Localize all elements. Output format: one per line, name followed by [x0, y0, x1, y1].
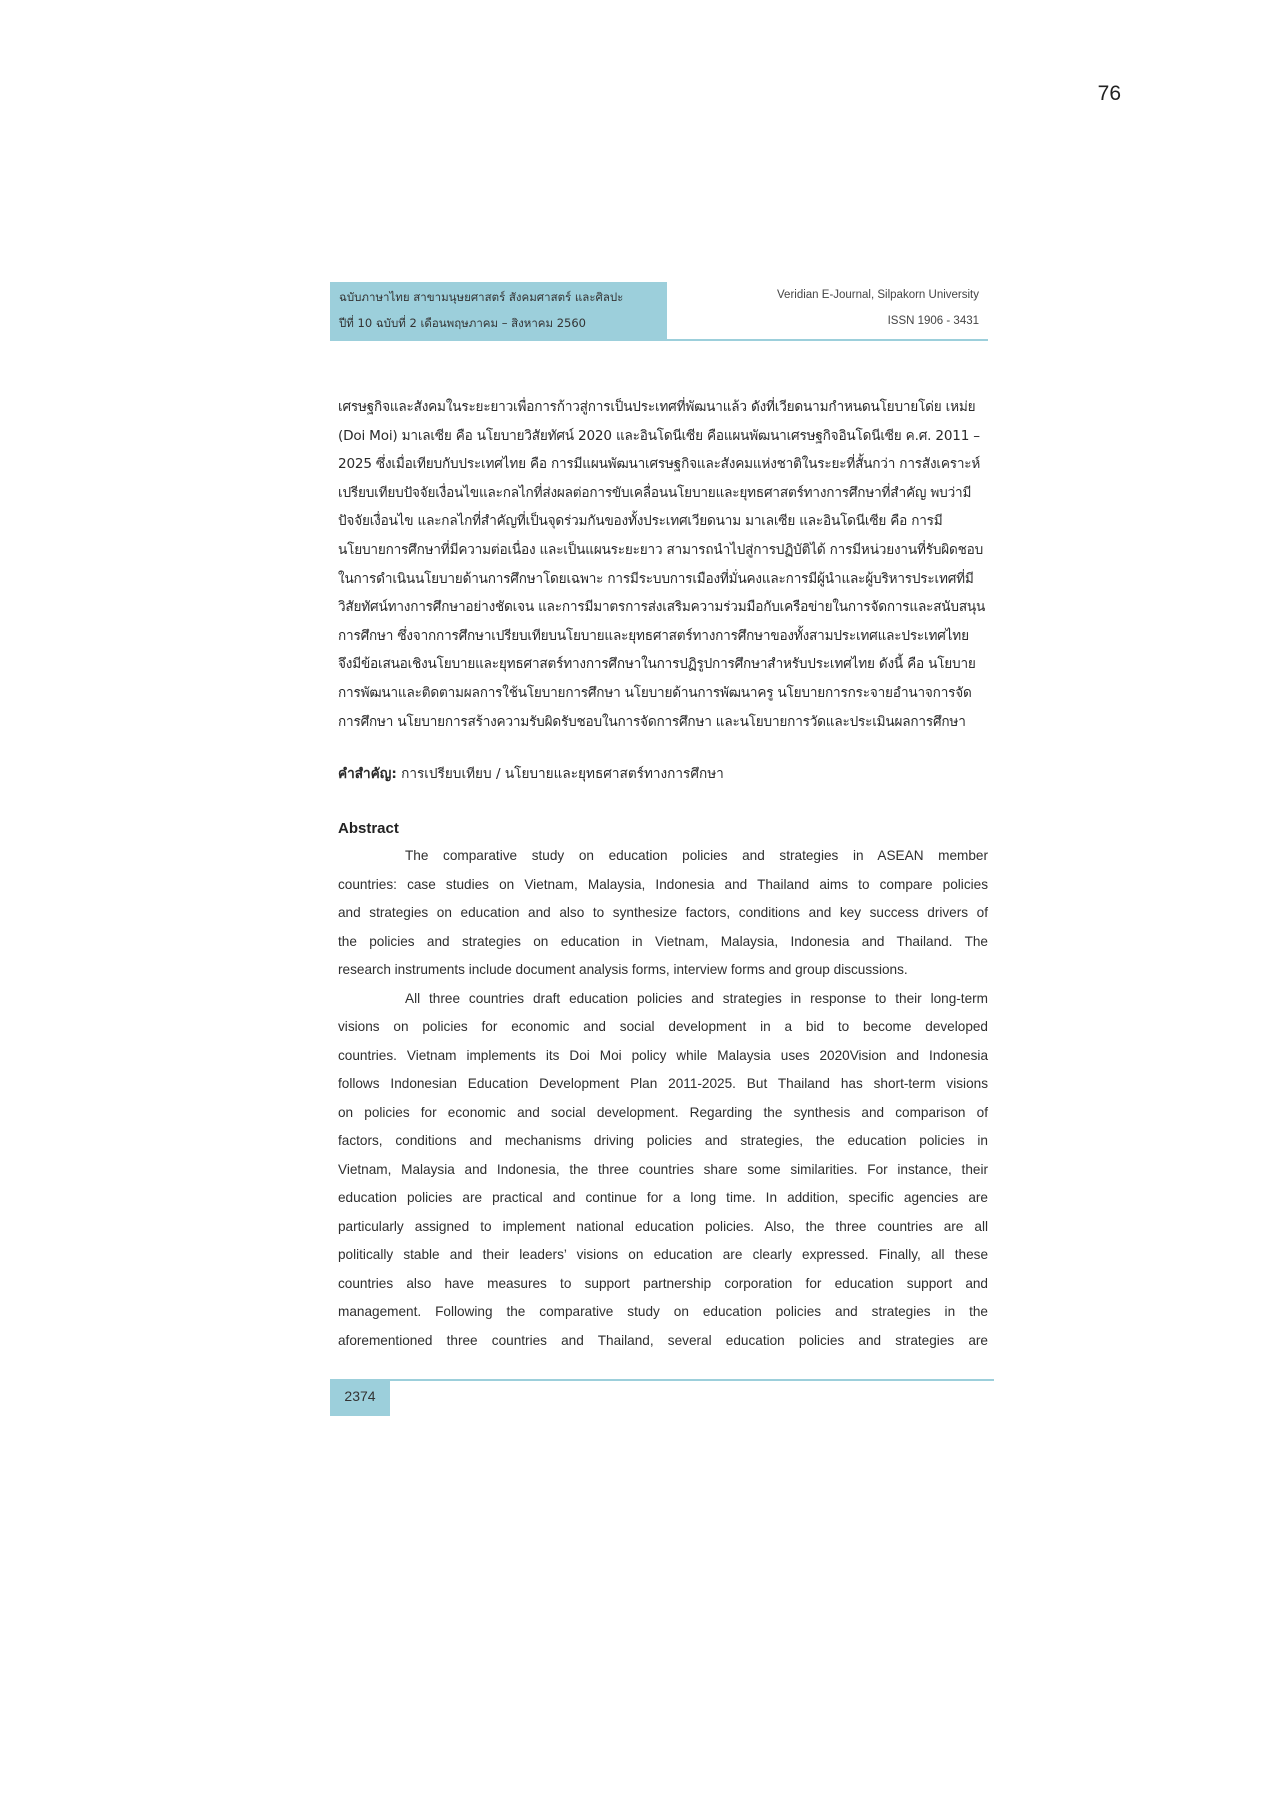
journal-section-name: ฉบับภาษาไทย สาขามนุษยศาสตร์ สังคมศาสตร์ และศิลปะ	[339, 290, 624, 304]
abstract-line: research instruments include document analysis forms, interview forms and group discussions.	[338, 962, 908, 977]
abstract-line: All three countries draft education policies and strategies in response to their long-term	[405, 990, 988, 1006]
thai-abstract-line: การศึกษา ซึ่งจากการศึกษาเปรียบเทียบนโยบายและยุทธศาสตร์ทางการศึกษาของทั้งสามประเทศและประเทศไทย	[338, 627, 969, 644]
abstract-line: countries: case studies on Vietnam, Malaysia, Indonesia and Thailand aims to compare policies	[338, 876, 988, 892]
keywords	[338, 762, 724, 784]
outer-page-number: 76	[1097, 82, 1121, 105]
journal-issue-info: ปีที่ 10 ฉบับที่ 2 เดือนพฤษภาคม – สิงหาคม 2560	[339, 316, 586, 330]
english-abstract-body	[338, 842, 988, 1355]
thai-abstract-line: เปรียบเทียบปัจจัยเงื่อนไขและกลไกที่ส่งผลต่อการขับเคลื่อนนโยบายและยุทธศาสตร์ทางการศึกษาที่สำคัญ พบว่ามี	[338, 484, 972, 501]
footer-page-number: 2374	[330, 1381, 390, 1416]
abstract-line: The comparative study on education policies and strategies in ASEAN member	[405, 848, 988, 863]
abstract-line: on policies for economic and social development. Regarding the synthesis and comparison of	[338, 1104, 988, 1120]
abstract-line: follows Indonesian Education Development Plan 2011-2025. But Thailand has short-term visions	[338, 1076, 988, 1091]
abstract-line: and strategies on education and also to synthesize factors, conditions and key success drivers of	[338, 905, 988, 920]
abstract-line: particularly assigned to implement national education policies. Also, the three countries are all	[338, 1218, 988, 1234]
abstract-line: education policies are practical and continue for a long time. In addition, specific agencies are	[338, 1190, 988, 1205]
abstract-heading: Abstract	[338, 820, 399, 837]
abstract-line: Vietnam, Malaysia and Indonesia, the three countries share some similarities. For instance, their	[338, 1161, 988, 1177]
abstract-line: management. Following the comparative study on education policies and strategies in the	[338, 1304, 988, 1319]
thai-abstract-line: เศรษฐกิจและสังคมในระยะยาวเพื่อการก้าวสู่การเป็นประเทศที่พัฒนาแล้ว ดังที่เวียดนามกำหนดนโยบายโด่ย เหม่ย	[338, 399, 976, 415]
journal-header-rule	[330, 339, 988, 341]
abstract-line: the policies and strategies on education in Vietnam, Malaysia, Indonesia and Thailand. The	[338, 933, 988, 949]
journal-issn: ISSN 1906 - 3431	[887, 315, 979, 327]
thai-abstract-line: 2025 ซึ่งเมื่อเทียบกับประเทศไทย คือ การมีแผนพัฒนาเศรษฐกิจและสังคมแห่งชาติในระยะที่สั้นกว่า การสังเคราะห์	[338, 456, 981, 473]
abstract-line: politically stable and their leaders’ visions on education are clearly expressed. Finally, all these	[338, 1247, 988, 1262]
abstract-line: countries also have measures to support partnership corporation for education support and	[338, 1275, 988, 1291]
footer-rule	[330, 1379, 994, 1381]
thai-abstract-line: การพัฒนาและติดตามผลการใช้นโยบายการศึกษา นโยบายด้านการพัฒนาครู นโยบายการกระจายอำนาจการจัด	[338, 684, 972, 701]
thai-abstract-body	[338, 393, 988, 736]
thai-abstract-line: (Doi Moi) มาเลเซีย คือ นโยบายวิสัยทัศน์ 2020 และอินโดนีเซีย คือแผนพัฒนาเศรษฐกิจอินโดนีเซีย ค.ศ. 2011 –	[338, 427, 980, 444]
thai-abstract-line: จึงมีข้อเสนอเชิงนโยบายและยุทธศาสตร์ทางการศึกษาในการปฏิรูปการศึกษาสำหรับประเทศไทย ดังนี้ คือ นโยบาย	[338, 656, 976, 673]
thai-abstract-line: ในการดำเนินนโยบายด้านการศึกษาโดยเฉพาะ การมีระบบการเมืองที่มั่นคงและการมีผู้นำและผู้บริหารประเทศที่มี	[338, 570, 974, 587]
abstract-line: countries. Vietnam implements its Doi Moi policy while Malaysia uses 2020Vision and Indonesia	[338, 1047, 988, 1063]
abstract-line: factors, conditions and mechanisms driving policies and strategies, the education policies in	[338, 1133, 988, 1148]
thai-abstract-line: วิสัยทัศน์ทางการศึกษาอย่างชัดเจน และการมีมาตรการส่งเสริมความร่วมมือกับเครือข่ายในการจัดการและสนับสนุน	[338, 599, 986, 616]
thai-abstract-line: การศึกษา นโยบายการสร้างความรับผิดรับชอบในการจัดการศึกษา และนโยบายการวัดและประเมินผลการศึกษา	[338, 713, 966, 730]
keywords-label: คำสำคัญ:	[338, 766, 397, 782]
journal-title: Veridian E-Journal, Silpakorn University	[777, 289, 979, 301]
thai-abstract-line: ปัจจัยเงื่อนไข และกลไกที่สำคัญที่เป็นจุดร่วมกันของทั้งประเทศเวียดนาม มาเลเซีย และอินโดนีเซีย คือ การมี	[338, 513, 943, 530]
thai-abstract-line: นโยบายการศึกษาที่มีความต่อเนื่อง และเป็นแผนระยะยาว สามารถนำไปสู่การปฏิบัติได้ การมีหน่วยงานที่รับผิดชอบ	[338, 541, 984, 558]
keywords-text: การเปรียบเทียบ / นโยบายและยุทธศาสตร์ทางการศึกษา	[396, 766, 724, 782]
abstract-line: visions on policies for economic and social development in a bid to become developed	[338, 1019, 988, 1034]
abstract-line: aforementioned three countries and Thailand, several education policies and strategies are	[338, 1332, 988, 1348]
